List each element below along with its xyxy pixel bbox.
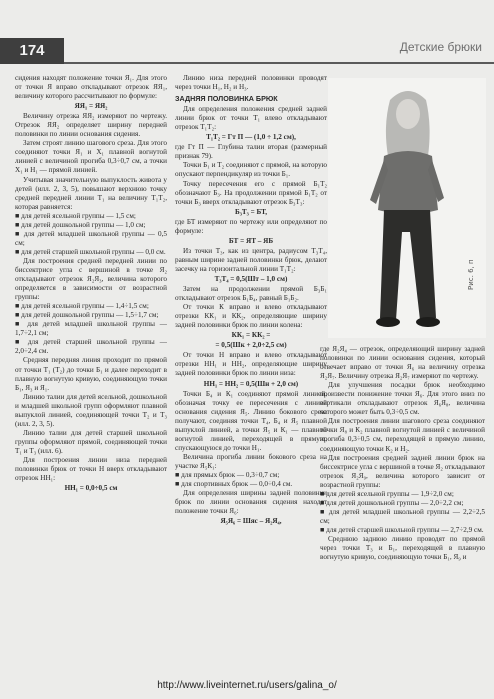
paragraph: Линию низа передней половинки проводят через точки Н₁, Н₂ и Н₃. <box>175 74 327 92</box>
text-column-left <box>15 74 167 494</box>
paragraph: Для построения средней задней линии брюк на биссектрисе угла с вершиной в точке Я₂ откладывают отрезок Я₂Я₉, величина которого зависит от возрастной группы: <box>320 453 485 489</box>
paragraph: Линию талии для детей старшей школьной группы оформляют прямой, соединяющей точки Т₁ и Т₃ (илл. 6). <box>15 428 167 455</box>
paragraph: Точки Б₁ и Т₂ соединяют с прямой, на которую опускают перпендикуляр из точки Б₁. <box>175 161 327 179</box>
list-item: ■ для детей младшей школьной группы — 0,5 см; <box>15 229 167 247</box>
page-number: 174 <box>0 38 64 64</box>
list-item: ■ для детей ясельной группы — 1,9÷2,0 см; <box>320 489 454 498</box>
figure-caption: Рис. 6, п <box>467 259 475 290</box>
paragraph: сидения находят положение точки Я₁. Для этого от точки Я вправо откладывают отрезок ЯЯ₁, величину которого рассчитывают по формуле: <box>15 74 167 101</box>
paragraph: Величину отрезка ЯЯ₂ измеряют по чертежу. Отрезок ЯЯ₂ определяет ширину передней половинки по линии основания сидения. <box>15 112 167 139</box>
paragraph: Точки Б₄ и К₁ соединяют прямой линией, обозначая точку ее пересечения с линией основания сидения Я₅. Линию бокового среза получают, соединяя точки Т₄, Б₄ и Я₅ плавной выпуклой линией, а точки Я₅ и К₁ — плавной вогнутой линией, переходящей в прямую, спускающуюся до точки Н₁. <box>175 389 327 452</box>
list-item: ■ для детей младшей школьной группы — 2,2÷2,5 см; <box>320 507 485 525</box>
list-item: ■ для детей дошкольной группы — 1,0 см; <box>15 220 146 229</box>
paragraph: Затем на продолжении прямой Б₃Б₁ откладывают отрезок Б₁Б₄, равный Б₁Б₂. <box>175 285 327 303</box>
paragraph: где Гт П — Глубина талии вторая (размерный признак 79). <box>175 143 327 161</box>
paragraph: Учитывая значительную выпуклость живота у детей (илл. 2, 3, 5), повышают верхнюю точку средней передней линии Т₁ на величину Т₁Т₂, которая равняется: <box>15 175 167 211</box>
formula: ЯЯ₁ = ЯЯ₂ <box>74 102 108 111</box>
paragraph: Среднюю заднюю линию проводят по прямой через точки Т₃ и Б₁, переходящей в плавную вогнутую кривую, соединяющую точки Б₁, Я₉ и <box>320 534 485 562</box>
paragraph: Для построения средней передней линии по биссектрисе угла с вершиной в точке Я₂ откладывают отрезок Я₂Я₃, величина которого определяется в зависимости от возрастной группы: <box>15 256 167 302</box>
list-item: ■ для детей старшей школьной группы — 2,7÷2,9 см. <box>320 525 484 534</box>
list-item: ■ для спортивных брюк — 0,0÷0,4 см. <box>175 480 293 489</box>
section-title: Детские брюки <box>399 40 482 54</box>
paragraph: Для построения линии шагового среза соединяют точки Я₈ и К₂ плавной вогнутой линией с величиной прогиба 0,3÷0,5 см, переходящей в прямую линию, соединяющую точки К₂ и Н₂. <box>320 417 485 453</box>
formula: Я₅Я₆ = Шяс – Я₂Я₄, <box>220 517 282 526</box>
formula: Т₁Т₂ = Гт П — (1,0 ÷ 1,2 см), <box>206 133 296 142</box>
child-photo <box>328 78 486 338</box>
paragraph: От точки Н вправо и влево откладывают отрезки НН₁ и НН₂, определяющие ширину задней половинки брюк по линии низа: <box>175 351 327 378</box>
paragraph: Величина прогиба линии бокового среза на участке Я₅К₁: <box>175 452 327 470</box>
paragraph: Средняя передняя линия проходит по прямой от точки Т₁ (Т₂) до точки Б₁ и далее переходит в плавную вогнутую кривую, соединяющую точки Б₁, Я₃ и Я₁. <box>15 356 167 392</box>
list-item: ■ для детей ясельной группы — 1,4÷1,5 см; <box>15 302 149 311</box>
paragraph: где БТ измеряют по чертежу или определяют по формуле: <box>175 217 327 235</box>
page-header <box>0 0 494 64</box>
paragraph: Для построения линии низа передней половинки брюк от точки Н вверх откладывают отрезок НН₁: <box>15 455 167 483</box>
formula: КК₁ = КК₂ = <box>231 331 271 340</box>
list-item: ■ для прямых брюк — 0,3÷0,7 см; <box>175 470 280 479</box>
source-url: http://www.liveinternet.ru/users/galina_o/ <box>157 680 337 691</box>
formula: БТ = ЯТ – ЯБ <box>228 236 274 245</box>
formula: НН₁ = НН₂ = 0,5(Шн + 2,0 см) <box>203 379 299 388</box>
paragraph: Затем строят линию шагового среза. Для этого соединяют точки Я₁ и Х₁ плавной вогнутой линией с величиной прогиба 0,3÷0,7 см, а точки Х₁ и Н₁ — прямой линией. <box>15 139 167 175</box>
paragraph: где Я₂Я₄ — отрезок, определяющий ширину задней половинки по линии основания сидения, который отвечает вправо от точки Я₆ на величину отрезка Я₂Я₇. Величину отрезка Я₂Я₇ измеряют по чертежу. <box>320 345 485 381</box>
formula: Т₃Т₄ = 0,5(Шт – 1,0 см) <box>214 274 288 283</box>
paragraph: Из точки Т₃, как из центра, радиусом Т₃Т₄, равным ширине задней половинки брюк, делают засечку на горизонтальной линии Т₁Т₂: <box>175 246 327 273</box>
list-item: ■ для детей дошкольной группы — 1,5÷1,7 см; <box>15 311 159 320</box>
paragraph: Для определения положения средней задней линии брюк от точки Т₁ влево откладывают отрезок Т₁Т₂: <box>175 105 327 132</box>
text-column-right <box>320 345 485 562</box>
list-item: ■ для детей дошкольной группы — 2,0÷2,2 см; <box>320 498 464 507</box>
paragraph: От точки К вправо и влево откладывают отрезки КК₁ и КК₂, определяющие ширину задней половинки брюк по линии колена: <box>175 303 327 330</box>
list-item: ■ для детей ясельной группы — 1,5 см; <box>15 211 136 220</box>
paragraph: Для определения ширины задней половинки брюк по линии основания сидения находят положение точки Я₆: <box>175 489 327 516</box>
child-figure-illustration <box>328 78 486 338</box>
list-item: ■ для детей старшей школьной группы — 2,0÷2,4 см. <box>15 338 167 356</box>
paragraph: Линию талии для детей ясельной, дошкольной и младшей школьной групп оформляют плавной выпуклой линией, соединяющей точки Т₂ и Т₃ (илл. 2, 3, 5). <box>15 392 167 428</box>
formula: = 0,5(Шк + 2,0÷2,5 см) <box>215 341 287 350</box>
list-item: ■ для детей младшей школьной группы — 1,7÷2,1 см; <box>15 320 167 338</box>
header-rule <box>64 62 494 64</box>
formula: НН₁ = 0,0÷0,5 см <box>64 484 118 493</box>
section-heading: ЗАДНЯЯ ПОЛОВИНКА БРЮК <box>175 94 278 104</box>
list-item: ■ для детей старшей школьной группы — 0,0 см. <box>15 247 166 256</box>
formula: Б₃Т₃ = БТ, <box>234 207 268 216</box>
paragraph: Для улучшения посадки брюк необходимо произвести понижение точки Я₆. Для этого вниз по вертикали откладывают отрезок Я₆Я₈, величина которого может быть 0,3÷0,5 см. <box>320 381 485 417</box>
text-column-middle <box>175 74 327 527</box>
paragraph: Точку пересечения его с прямой Б₁Т₂ обозначают Б₃. На продолжении прямой Б₁Т₂ от точки Б₃ вверх откладывают отрезок Б₃Т₃: <box>175 179 327 206</box>
